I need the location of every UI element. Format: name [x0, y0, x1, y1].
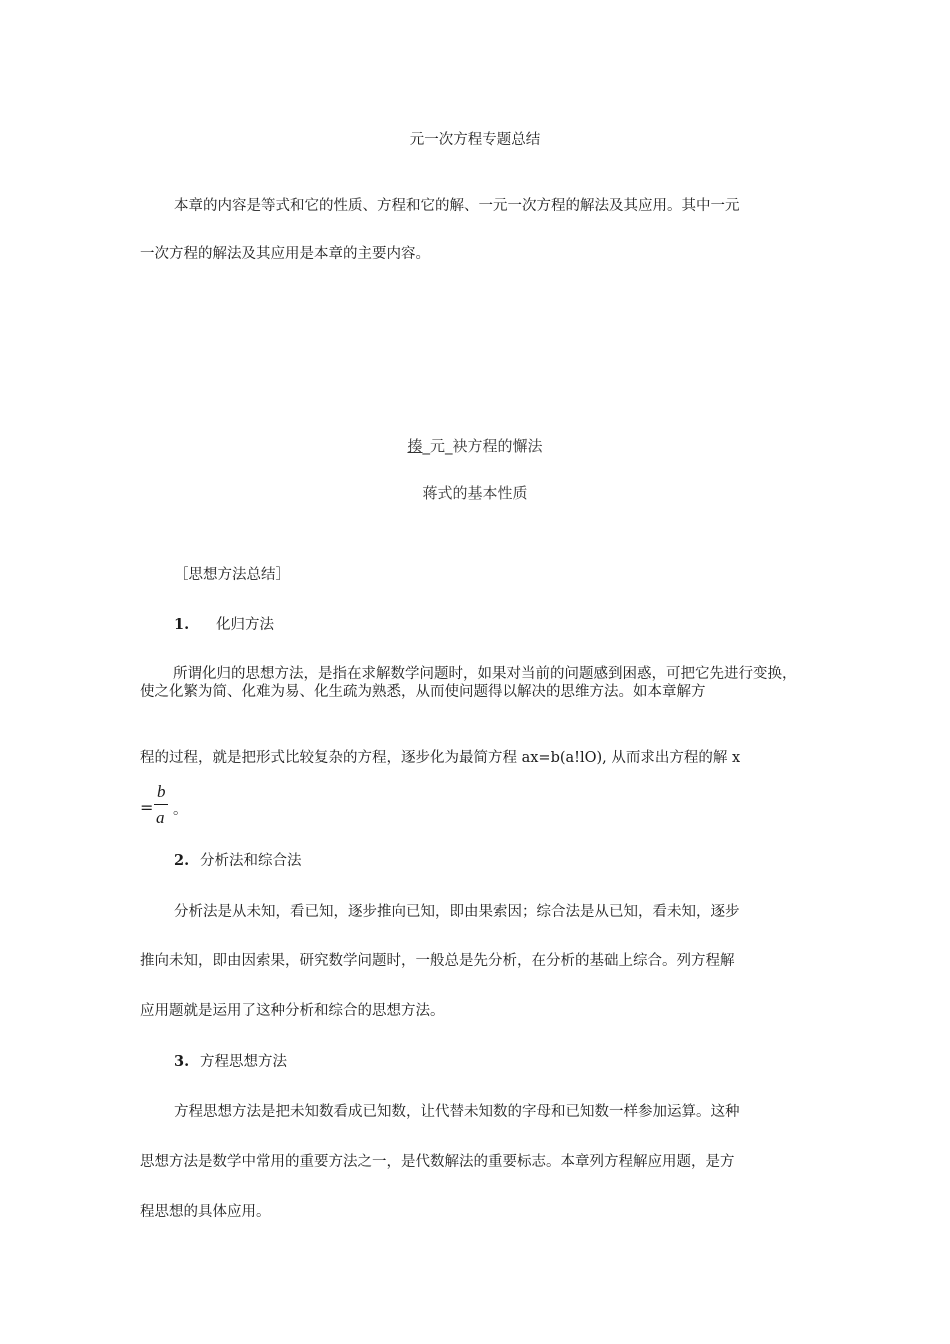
document-title: 元一次方程专题总结: [409, 132, 541, 148]
item1-paragraph-continued: 程的过程，就是把形式比较复杂的方程，逐步化为最简方程 ax=b(a!lO), 从而求出方程的解 x: [140, 750, 741, 766]
item3-title: 方程思想方法: [200, 1054, 287, 1070]
item3-line-3: 程思想的具体应用。: [140, 1204, 271, 1220]
item2-line-3: 应用题就是运用了这种分析和综合的思想方法。: [140, 1003, 445, 1019]
item3-line-1: 方程思想方法是把未知数看成已知数，让代替未知数的字母和已知数一样参加运算。这种: [174, 1104, 740, 1120]
item2-number: 2.: [174, 852, 190, 869]
item2-line-1: 分析法是从未知，看已知，逐步推向已知，即由果索因；综合法是从已知，看未知，逐步: [174, 904, 740, 920]
chapter-subtitle: 蒋式的基本性质: [422, 484, 528, 502]
item3-line-2: 思想方法是数学中常用的重要方法之一，是代数解法的重要标志。本章列方程解应用题，是方: [140, 1154, 735, 1170]
chapter-heading: [0, 437, 950, 455]
fraction-denominator: a: [156, 808, 165, 827]
fraction-numerator: b: [157, 782, 166, 801]
item3-number: 3.: [174, 1053, 190, 1070]
item1-number: 1.: [174, 616, 190, 633]
fraction-period: 。: [173, 802, 188, 818]
intro-line-1: 本章的内容是等式和它的性质、方程和它的解、一元一次方程的解法及其应用。其中一元: [174, 198, 740, 214]
fraction-bar: [154, 804, 168, 805]
item2-title: 分析法和综合法: [200, 853, 302, 869]
solution-fraction: [140, 782, 200, 832]
chapter-heading-underlined: 揍: [407, 437, 423, 455]
item1-title: 化归方法: [216, 617, 274, 633]
fraction-equals: =: [140, 798, 154, 817]
chapter-heading-rest: _元_袂方程的懈法: [422, 437, 543, 455]
item1-paragraph: 所谓化归的思想方法，是指在求解数学问题时，如果对当前的问题感到困惑，可把它先进行变换，使之化繁为简、化难为易、化生疏为熟悉，从而使问题得以解决的思维方法。如本章解方: [140, 666, 797, 700]
section-title: ［思想方法总结］: [174, 567, 290, 583]
item2-line-2: 推向未知，即由因索果，研究数学问题时，一般总是先分析，在分析的基础上综合。列方程解: [140, 953, 735, 969]
intro-line-2: 一次方程的解法及其应用是本章的主要内容。: [140, 246, 430, 262]
